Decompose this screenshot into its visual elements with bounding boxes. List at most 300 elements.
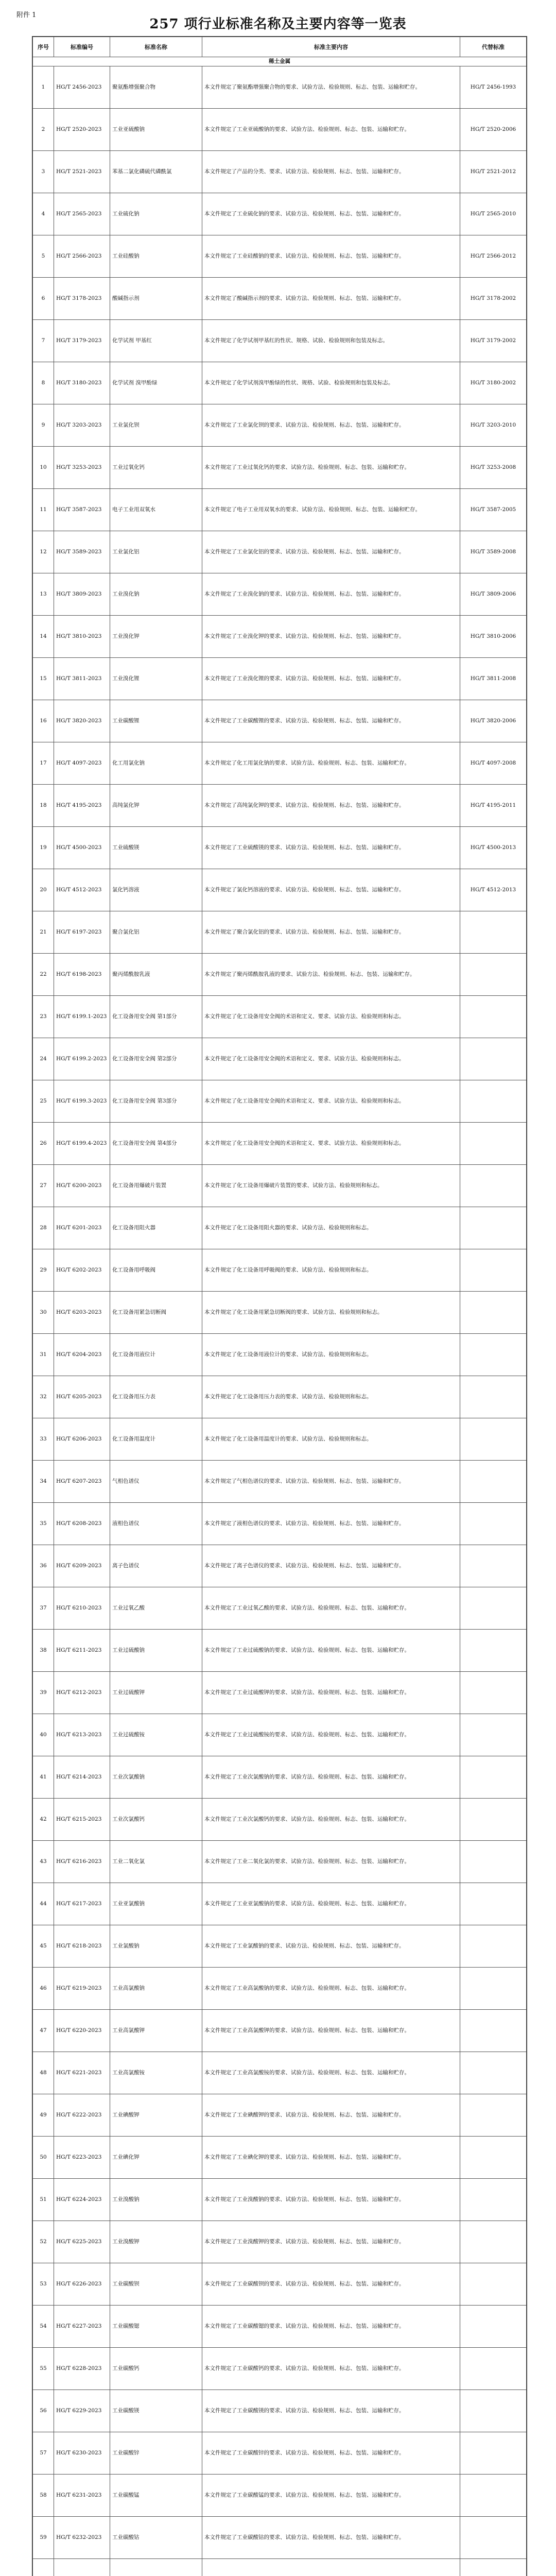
cell-code: HG/T 3811-2023 [54, 658, 110, 700]
cell-name: 化工设备用安全阀 第1部分 [110, 996, 202, 1038]
cell-no: 1 [33, 66, 54, 109]
cell-replaced [460, 1799, 527, 1841]
cell-replaced: HG/T 3178-2002 [460, 278, 527, 320]
cell-name: 酸碱指示剂 [110, 278, 202, 320]
cell-content: 本文件规定了工业碳酸钴的要求、试验方法、检验规则、标志、包装、运输和贮存。 [202, 2517, 460, 2559]
cell-content: 本文件规定了聚丙烯酰胺乳液的要求、试验方法、检验规则、标志、包装、运输和贮存。 [202, 954, 460, 996]
cell-code: HG/T 6222-2023 [54, 2094, 110, 2137]
cell-name: 聚氨酯增强聚合物 [110, 66, 202, 109]
cell-content: 本文件规定了化学试剂甲基红的性状、规格、试验、检验规则和包装及标志。 [202, 320, 460, 362]
cell-replaced [460, 1630, 527, 1672]
table-row [33, 447, 527, 489]
table-row [33, 1123, 527, 1165]
cell-no: 22 [33, 954, 54, 996]
cell-content: 本文件规定了聚氨酯增强聚合物的要求、试验方法、检验规则、标志、包装、运输和贮存。 [202, 66, 460, 109]
cell-content: 本文件规定了高纯氯化钾的要求、试验方法、检验规则、标志、包装、运输和贮存。 [202, 785, 460, 827]
cell-replaced: HG/T 4195-2011 [460, 785, 527, 827]
cell-code: HG/T 6221-2023 [54, 2052, 110, 2094]
cell-replaced [460, 1545, 527, 1587]
cell-replaced [460, 1165, 527, 1207]
table-row [33, 785, 527, 827]
cell-code: HG/T 6227-2023 [54, 2306, 110, 2348]
cell-name: 工业次氯酸钠 [110, 1756, 202, 1799]
cell-content: 本文件规定了产品的分类、要求、试验方法、检验规则、标志、包装、运输和贮存。 [202, 151, 460, 193]
cell-name: 工业溴酸钠 [110, 2179, 202, 2221]
cell-replaced [460, 2179, 527, 2221]
cell-no: 15 [33, 658, 54, 700]
cell-code: HG/T 2456-2023 [54, 66, 110, 109]
cell-content: 本文件规定了化工设备用安全阀的术语和定义、要求、试验方法、检验规则和标志。 [202, 1123, 460, 1165]
cell-name: 工业氯化钡 [110, 404, 202, 447]
cell-replaced: HG/T 3253-2008 [460, 447, 527, 489]
cell-code: HG/T 6214-2023 [54, 1756, 110, 1799]
table-row [33, 2559, 527, 2576]
cell-code: HG/T 6217-2023 [54, 1883, 110, 1925]
cell-replaced [460, 2221, 527, 2263]
cell-code: HG/T 2565-2023 [54, 193, 110, 235]
cell-code: HG/T 6199.2-2023 [54, 1038, 110, 1080]
cell-code: HG/T 6200-2023 [54, 1165, 110, 1207]
cell-name: 工业碳酸锂 [110, 700, 202, 742]
cell-code: HG/T 6206-2023 [54, 1418, 110, 1461]
cell-replaced [460, 2475, 527, 2517]
cell-code: HG/T 6216-2023 [54, 1841, 110, 1883]
table-row [33, 2137, 527, 2179]
table-row [33, 2094, 527, 2137]
cell-content: 本文件规定了化工设备用阻火器的要求、试验方法、检验规则和标志。 [202, 1207, 460, 1249]
cell-name: 工业高氯酸钠 [110, 1968, 202, 2010]
cell-content: 本文件规定了化工用氯化钠的要求、试验方法、检验规则、标志、包装、运输和贮存。 [202, 742, 460, 785]
table-row [33, 109, 527, 151]
cell-replaced [460, 1714, 527, 1756]
cell-content: 本文件规定了工业硅酸钠的要求、试验方法、检验规则、标志、包装、运输和贮存。 [202, 235, 460, 278]
cell-content: 本文件规定了电子工业用双氧水的要求、试验方法、检验规则、标志、包装、运输和贮存。 [202, 489, 460, 531]
table-row [33, 235, 527, 278]
cell-name: 工业亚氯酸钠 [110, 1883, 202, 1925]
cell-replaced [460, 2263, 527, 2306]
cell-content: 本文件规定了工业氯化铝的要求、试验方法、检验规则、标志、包装、运输和贮存。 [202, 531, 460, 573]
cell-no: 14 [33, 616, 54, 658]
cell-content: 本文件规定了化工设备用爆破片装置的要求、试验方法、检验规则和标志。 [202, 1165, 460, 1207]
cell-name: 工业碳酸锶 [110, 2306, 202, 2348]
cell-replaced [460, 1207, 527, 1249]
cell-content: 本文件规定了工业过硫酸钾的要求、试验方法、检验规则、标志、包装、运输和贮存。 [202, 1672, 460, 1714]
table-row [33, 1334, 527, 1376]
cell-code: HG/T 6215-2023 [54, 1799, 110, 1841]
cell-name: 化工设备用爆破片装置 [110, 1165, 202, 1207]
cell-content: 本文件规定了工业溴化锂的要求、试验方法、检验规则、标志、包装、运输和贮存。 [202, 658, 460, 700]
cell-content: 本文件规定了酸碱指示剂的要求、试验方法、检验规则、标志、包装、运输和贮存。 [202, 278, 460, 320]
cell-content: 本文件规定了化工设备用紧急切断阀的要求、试验方法、检验规则和标志。 [202, 1292, 460, 1334]
cell-content: 本文件规定了工业二氧化氯的要求、试验方法、检验规则、标志、包装、运输和贮存。 [202, 1841, 460, 1883]
table-row [33, 362, 527, 404]
cell-name: 工业过氧乙酸 [110, 1587, 202, 1630]
cell-content: 本文件规定了工业碘酸钾的要求、试验方法、检验规则、标志、包装、运输和贮存。 [202, 2094, 460, 2137]
table-row [33, 1038, 527, 1080]
cell-no: 41 [33, 1756, 54, 1799]
cell-no: 30 [33, 1292, 54, 1334]
cell-content: 本文件规定了聚合氯化铝的要求、试验方法、检验规则、标志、包装、运输和贮存。 [202, 911, 460, 954]
cell-no: 53 [33, 2263, 54, 2306]
cell-code: HG/T 6199.1-2023 [54, 996, 110, 1038]
table-row [33, 1249, 527, 1292]
cell-replaced [460, 1756, 527, 1799]
cell-content: 本文件规定了工业碳酸锌的要求、试验方法、检验规则、标志、包装、运输和贮存。 [202, 2432, 460, 2475]
table-row [33, 2221, 527, 2263]
cell-content: 本文件规定了工业碳酸钡的要求、试验方法、检验规则、标志、包装、运输和贮存。 [202, 2263, 460, 2306]
cell-content: 本文件规定了工业溴酸钠的要求、试验方法、检验规则、标志、包装、运输和贮存。 [202, 2179, 460, 2221]
cell-no: 16 [33, 700, 54, 742]
cell-name: 工业碳酸锰 [110, 2475, 202, 2517]
cell-replaced [460, 1968, 527, 2010]
cell-no: 56 [33, 2390, 54, 2432]
cell-no: 7 [33, 320, 54, 362]
cell-content: 本文件规定了工业硫酸镁的要求、试验方法、检验规则、标志、包装、运输和贮存。 [202, 827, 460, 869]
cell-replaced: HG/T 2566-2012 [460, 235, 527, 278]
cell-replaced: HG/T 3810-2006 [460, 616, 527, 658]
cell-content: 本文件规定了工业碳酸钙的要求、试验方法、检验规则、标志、包装、运输和贮存。 [202, 2348, 460, 2390]
cell-no: 54 [33, 2306, 54, 2348]
cell-no: 39 [33, 1672, 54, 1714]
cell-content: 本文件规定了气相色谱仪的要求、试验方法、检验规则、标志、包装、运输和贮存。 [202, 1461, 460, 1503]
cell-name: 工业碳酸钙 [110, 2348, 202, 2390]
cell-no: 12 [33, 531, 54, 573]
cell-no: 45 [33, 1925, 54, 1968]
cell-code: HG/T 6232-2023 [54, 2517, 110, 2559]
cell-no: 40 [33, 1714, 54, 1756]
table-row [33, 1292, 527, 1334]
cell-no: 44 [33, 1883, 54, 1925]
cell-replaced [460, 2052, 527, 2094]
cell-replaced: HG/T 3809-2006 [460, 573, 527, 616]
cell-content: 本文件规定了工业氯化钡的要求、试验方法、检验规则、标志、包装、运输和贮存。 [202, 404, 460, 447]
cell-name: 苯基二氯化磷硫代磷酰氯 [110, 151, 202, 193]
cell-content: 本文件规定了工业过硫酸钠的要求、试验方法、检验规则、标志、包装、运输和贮存。 [202, 1630, 460, 1672]
cell-no: 42 [33, 1799, 54, 1841]
standards-table [32, 36, 527, 2576]
cell-replaced [460, 1925, 527, 1968]
cell-replaced [460, 1038, 527, 1080]
cell-no: 57 [33, 2432, 54, 2475]
cell-no: 19 [33, 827, 54, 869]
table-row [33, 1207, 527, 1249]
table-row [33, 1630, 527, 1672]
cell-code: HG/T 6208-2023 [54, 1503, 110, 1545]
cell-no: 46 [33, 1968, 54, 2010]
cell-name: 气相色谱仪 [110, 1461, 202, 1503]
cell-name: 工业溴酸钾 [110, 2221, 202, 2263]
cell-content: 本文件规定了工业氯酸钠的要求、试验方法、检验规则、标志、包装、运输和贮存。 [202, 1925, 460, 1968]
table-row [33, 827, 527, 869]
cell-replaced [460, 2348, 527, 2390]
cell-code: HG/T 6226-2023 [54, 2263, 110, 2306]
cell-name: 聚丙烯酰胺乳液 [110, 954, 202, 996]
cell-code: HG/T 3809-2023 [54, 573, 110, 616]
table-row [33, 320, 527, 362]
cell-code: HG/T 6231-2023 [54, 2475, 110, 2517]
cell-content: 本文件规定了工业碳酸锂的要求、试验方法、检验规则、标志、包装、运输和贮存。 [202, 700, 460, 742]
table-row [33, 489, 527, 531]
cell-code: HG/T 3180-2023 [54, 362, 110, 404]
cell-replaced: HG/T 3587-2005 [460, 489, 527, 531]
cell-replaced [460, 2137, 527, 2179]
cell-replaced [460, 2306, 527, 2348]
cell-no: 47 [33, 2010, 54, 2052]
cell-no: 27 [33, 1165, 54, 1207]
table-row [33, 1461, 527, 1503]
cell-name: 工业过硫酸钠 [110, 1630, 202, 1672]
cell-content: 本文件规定了工业高氯酸钠的要求、试验方法、检验规则、标志、包装、运输和贮存。 [202, 1968, 460, 2010]
cell-name: 工业碳酸镁 [110, 2390, 202, 2432]
cell-no: 24 [33, 1038, 54, 1080]
cell-replaced [460, 1841, 527, 1883]
table-row [33, 1841, 527, 1883]
table-row [33, 1418, 527, 1461]
cell-code: HG/T 6220-2023 [54, 2010, 110, 2052]
cell-name: 工业溴化锂 [110, 658, 202, 700]
cell-code: HG/T 6223-2023 [54, 2137, 110, 2179]
cell-code: HG/T 6225-2023 [54, 2221, 110, 2263]
cell-content: 本文件规定了工业高氯酸钾的要求、试验方法、检验规则、标志、包装、运输和贮存。 [202, 2010, 460, 2052]
cell-replaced: HG/T 4500-2013 [460, 827, 527, 869]
cell-replaced [460, 1672, 527, 1714]
cell-name: 工业过氧化钙 [110, 447, 202, 489]
cell-no: 28 [33, 1207, 54, 1249]
cell-content [202, 2559, 460, 2576]
cell-code: HG/T 4500-2023 [54, 827, 110, 869]
cell-no: 9 [33, 404, 54, 447]
cell-code: HG/T 4195-2023 [54, 785, 110, 827]
table-row [33, 2306, 527, 2348]
cell-replaced [460, 996, 527, 1038]
cell-name: 工业碘化钾 [110, 2137, 202, 2179]
cell-replaced: HG/T 3203-2010 [460, 404, 527, 447]
cell-name: 工业高氯酸钾 [110, 2010, 202, 2052]
cell-no: 17 [33, 742, 54, 785]
cell-no: 4 [33, 193, 54, 235]
cell-replaced [460, 1292, 527, 1334]
cell-no: 32 [33, 1376, 54, 1418]
table-row [33, 193, 527, 235]
cell-code: HG/T 3253-2023 [54, 447, 110, 489]
cell-no: 37 [33, 1587, 54, 1630]
header-name: 标准名称 [110, 37, 202, 57]
cell-replaced: HG/T 3179-2002 [460, 320, 527, 362]
cell-no: 20 [33, 869, 54, 911]
cell-content: 本文件规定了化工设备用压力表的要求、试验方法、检验规则和标志。 [202, 1376, 460, 1418]
cell-content: 本文件规定了工业过氧化钙的要求、试验方法、检验规则、标志、包装、运输和贮存。 [202, 447, 460, 489]
cell-name: 化工设备用液位计 [110, 1334, 202, 1376]
cell-content: 本文件规定了氯化钙溶液的要求、试验方法、检验规则、标志、包装、运输和贮存。 [202, 869, 460, 911]
cell-code: HG/T 6228-2023 [54, 2348, 110, 2390]
cell-name: 聚合氯化铝 [110, 911, 202, 954]
cell-no: 2 [33, 109, 54, 151]
cell-replaced [460, 1587, 527, 1630]
table-row [33, 911, 527, 954]
cell-replaced [460, 1249, 527, 1292]
table-row [33, 2475, 527, 2517]
cell-name: 化工设备用安全阀 第2部分 [110, 1038, 202, 1080]
cell-no: 49 [33, 2094, 54, 2137]
cell-content: 本文件规定了工业溴酸钾的要求、试验方法、检验规则、标志、包装、运输和贮存。 [202, 2221, 460, 2263]
header-replaced: 代替标准 [460, 37, 527, 57]
cell-code: HG/T 2521-2023 [54, 151, 110, 193]
table-row [33, 1503, 527, 1545]
cell-no: 6 [33, 278, 54, 320]
cell-code: HG/T 3179-2023 [54, 320, 110, 362]
cell-code: HG/T 6203-2023 [54, 1292, 110, 1334]
cell-code: HG/T 6198-2023 [54, 954, 110, 996]
cell-name: 工业次氯酸钙 [110, 1799, 202, 1841]
cell-no: 18 [33, 785, 54, 827]
cell-name: 工业碳酸钴 [110, 2517, 202, 2559]
cell-no: 35 [33, 1503, 54, 1545]
cell-name: 离子色谱仪 [110, 1545, 202, 1587]
table-row [33, 66, 527, 109]
table-row [33, 278, 527, 320]
cell-no: 10 [33, 447, 54, 489]
cell-replaced: HG/T 3820-2006 [460, 700, 527, 742]
cell-no: 38 [33, 1630, 54, 1672]
cell-content: 本文件规定了液相色谱仪的要求、试验方法、检验规则、标志、包装、运输和贮存。 [202, 1503, 460, 1545]
cell-name: 工业溴化钾 [110, 616, 202, 658]
cell-name: 工业硫化钠 [110, 193, 202, 235]
cell-content: 本文件规定了工业过氧乙酸的要求、试验方法、检验规则、标志、包装、运输和贮存。 [202, 1587, 460, 1630]
cell-content: 本文件规定了工业碳酸镁的要求、试验方法、检验规则、标志、包装、运输和贮存。 [202, 2390, 460, 2432]
cell-content: 本文件规定了工业碳酸锶的要求、试验方法、检验规则、标志、包装、运输和贮存。 [202, 2306, 460, 2348]
page-title: 257 项行业标准名称及主要内容等一览表 [149, 16, 407, 32]
cell-name: 化工设备用紧急切断阀 [110, 1292, 202, 1334]
cell-code: HG/T 2566-2023 [54, 235, 110, 278]
cell-code: HG/T 6197-2023 [54, 911, 110, 954]
cell-no: 59 [33, 2517, 54, 2559]
attachment-label: 附件 1 [16, 11, 37, 19]
cell-no: 8 [33, 362, 54, 404]
cell-name: 化工设备用温度计 [110, 1418, 202, 1461]
cell-no: 29 [33, 1249, 54, 1292]
cell-replaced: HG/T 2456-1993 [460, 66, 527, 109]
cell-no: 31 [33, 1334, 54, 1376]
cell-name: 化学试剂 溴甲酚绿 [110, 362, 202, 404]
cell-replaced: HG/T 2520-2006 [460, 109, 527, 151]
cell-code: HG/T 3810-2023 [54, 616, 110, 658]
table-row [33, 2010, 527, 2052]
cell-no: 33 [33, 1418, 54, 1461]
cell-code: HG/T 6199.3-2023 [54, 1080, 110, 1123]
table-row [33, 996, 527, 1038]
cell-replaced: HG/T 3811-2008 [460, 658, 527, 700]
table-row [33, 2390, 527, 2432]
cell-name: 化学试剂 甲基红 [110, 320, 202, 362]
cell-replaced: HG/T 2521-2012 [460, 151, 527, 193]
cell-replaced: HG/T 4512-2013 [460, 869, 527, 911]
cell-replaced [460, 1461, 527, 1503]
cell-code: HG/T 6224-2023 [54, 2179, 110, 2221]
cell-no: 36 [33, 1545, 54, 1587]
cell-name: 电子工业用双氧水 [110, 489, 202, 531]
cell-no: 52 [33, 2221, 54, 2263]
cell-code: HG/T 6202-2023 [54, 1249, 110, 1292]
table-row [33, 1376, 527, 1418]
table-row [33, 1883, 527, 1925]
cell-content: 本文件规定了工业亚氯酸钠的要求、试验方法、检验规则、标志、包装、运输和贮存。 [202, 1883, 460, 1925]
cell-content: 本文件规定了工业溴化钠的要求、试验方法、检验规则、标志、包装、运输和贮存。 [202, 573, 460, 616]
cell-name: 化工设备用压力表 [110, 1376, 202, 1418]
cell-name: 化工设备用安全阀 第4部分 [110, 1123, 202, 1165]
cell-no [33, 2559, 54, 2576]
cell-replaced [460, 1503, 527, 1545]
cell-no: 3 [33, 151, 54, 193]
cell-code: HG/T 6212-2023 [54, 1672, 110, 1714]
table-row [33, 531, 527, 573]
cell-replaced [460, 1123, 527, 1165]
cell-code: HG/T 6213-2023 [54, 1714, 110, 1756]
cell-name [110, 2559, 202, 2576]
cell-no: 25 [33, 1080, 54, 1123]
table-row [33, 1587, 527, 1630]
table-row [33, 1756, 527, 1799]
cell-content: 本文件规定了工业次氯酸钠的要求、试验方法、检验规则、标志、包装、运输和贮存。 [202, 1756, 460, 1799]
cell-code: HG/T 6209-2023 [54, 1545, 110, 1587]
cell-code: HG/T 6230-2023 [54, 2432, 110, 2475]
table-row [33, 1545, 527, 1587]
cell-replaced [460, 911, 527, 954]
cell-replaced [460, 954, 527, 996]
cell-no: 11 [33, 489, 54, 531]
cell-code: HG/T 6218-2023 [54, 1925, 110, 1968]
table-row [33, 1799, 527, 1841]
table-body [33, 57, 527, 2576]
cell-name: 化工设备用阻火器 [110, 1207, 202, 1249]
cell-code: HG/T 6210-2023 [54, 1587, 110, 1630]
cell-no: 48 [33, 2052, 54, 2094]
cell-name: 工业硫酸镁 [110, 827, 202, 869]
cell-no: 55 [33, 2348, 54, 2390]
cell-name: 工业氯酸钠 [110, 1925, 202, 1968]
cell-code: HG/T 6205-2023 [54, 1376, 110, 1418]
table-row [33, 742, 527, 785]
cell-name: 工业亚硫酸钠 [110, 109, 202, 151]
table-row [33, 1714, 527, 1756]
table-row [33, 658, 527, 700]
cell-name: 化工用氯化钠 [110, 742, 202, 785]
table-row [33, 1672, 527, 1714]
table-row [33, 1968, 527, 2010]
cell-code: HG/T 6201-2023 [54, 1207, 110, 1249]
cell-code: HG/T 6229-2023 [54, 2390, 110, 2432]
cell-replaced [460, 1080, 527, 1123]
header-code: 标准编号 [54, 37, 110, 57]
cell-name: 工业硅酸钠 [110, 235, 202, 278]
cell-content: 本文件规定了化学试剂溴甲酚绿的性状、规格、试验、检验规则和包装及标志。 [202, 362, 460, 404]
cell-name: 工业过硫酸钾 [110, 1672, 202, 1714]
cell-code: HG/T 6207-2023 [54, 1461, 110, 1503]
table-row [33, 2432, 527, 2475]
cell-replaced [460, 2432, 527, 2475]
cell-name: 工业溴化钠 [110, 573, 202, 616]
cell-code: HG/T 6211-2023 [54, 1630, 110, 1672]
cell-no: 23 [33, 996, 54, 1038]
cell-replaced [460, 1883, 527, 1925]
cell-content: 本文件规定了工业碳酸锰的要求、试验方法、检验规则、标志、包装、运输和贮存。 [202, 2475, 460, 2517]
cell-code: HG/T 4512-2023 [54, 869, 110, 911]
cell-code: HG/T 3178-2023 [54, 278, 110, 320]
table-row [33, 2052, 527, 2094]
cell-no: 5 [33, 235, 54, 278]
cell-content: 本文件规定了工业硫化钠的要求、试验方法、检验规则、标志、包装、运输和贮存。 [202, 193, 460, 235]
cell-replaced: HG/T 2565-2010 [460, 193, 527, 235]
cell-code: HG/T 3820-2023 [54, 700, 110, 742]
